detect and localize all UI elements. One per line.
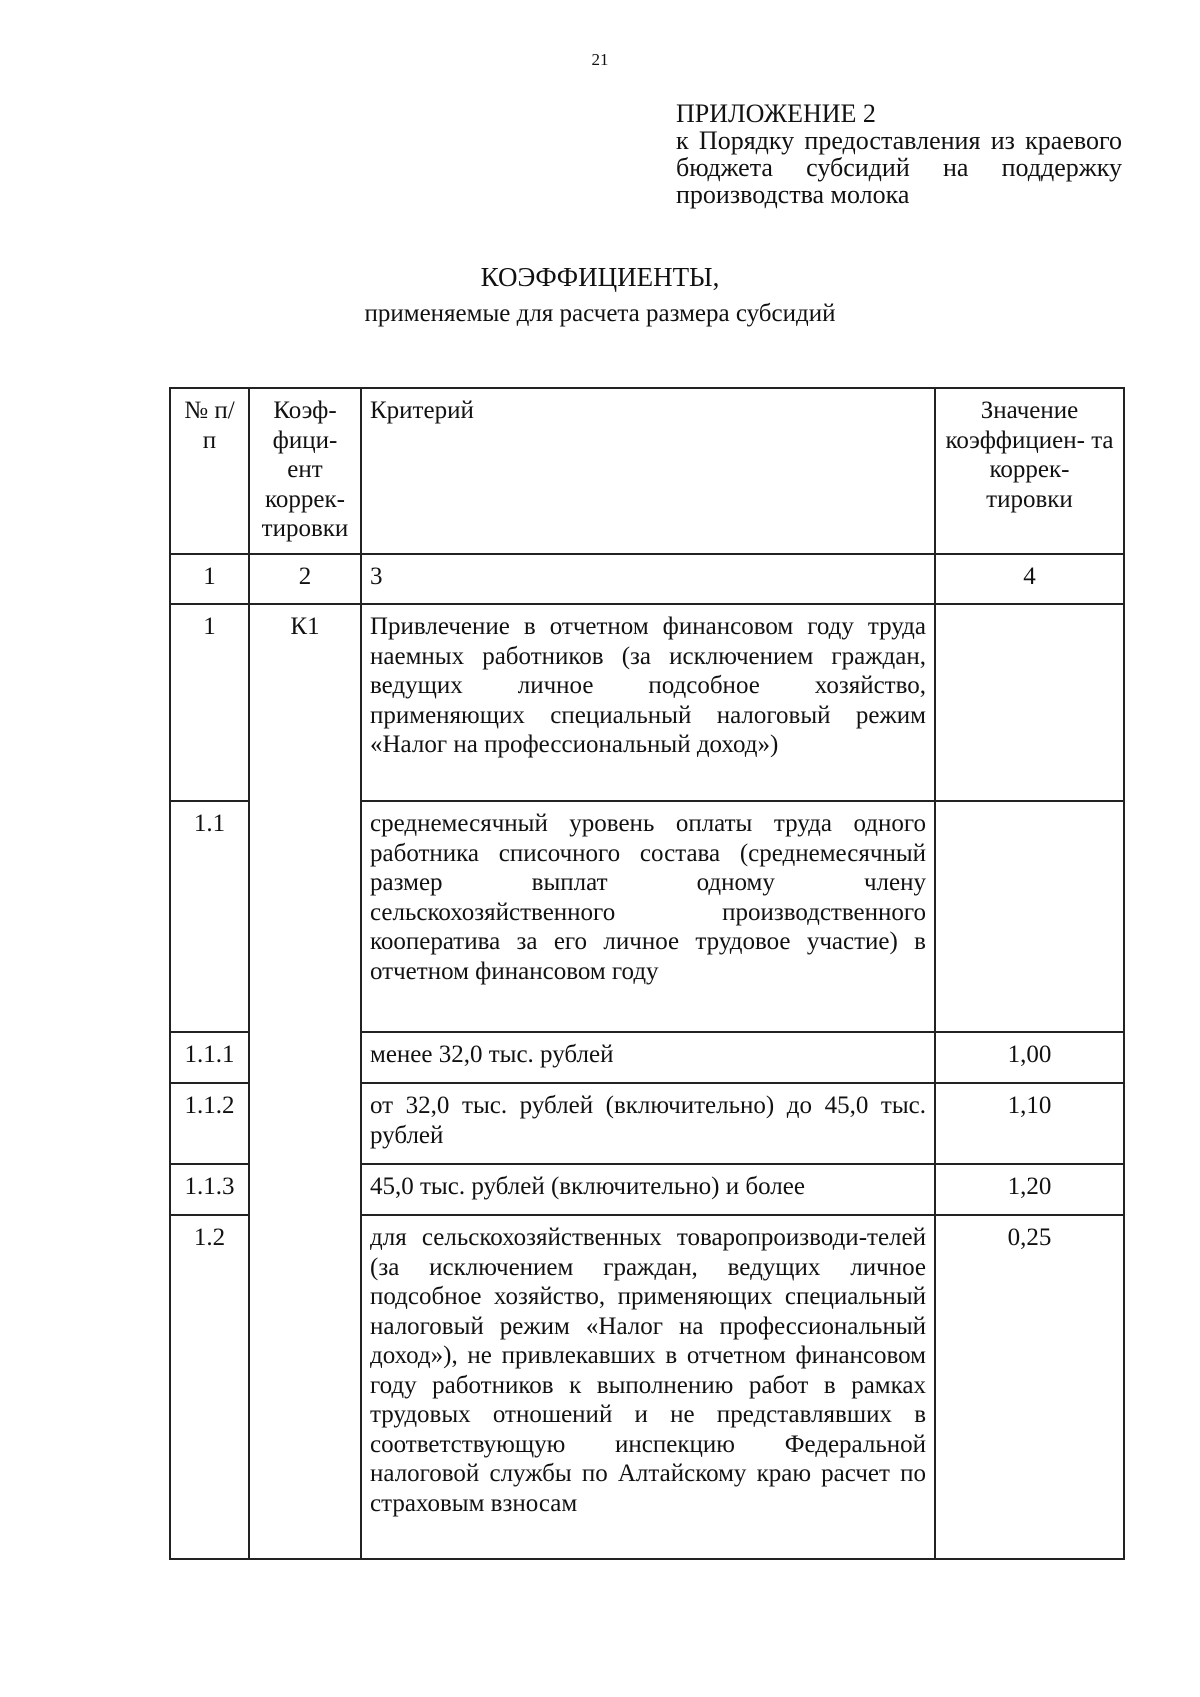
coefficient-value: 1,10 bbox=[935, 1083, 1124, 1164]
coefficients-table bbox=[169, 387, 1125, 1560]
table-header-row bbox=[170, 388, 1124, 554]
header-coefficient: Коэф- фици- ент коррек- тировки bbox=[249, 388, 361, 554]
appendix-title: ПРИЛОЖЕНИЕ 2 bbox=[676, 99, 876, 128]
row-number: 1.1.1 bbox=[170, 1032, 249, 1083]
appendix-subtitle: к Порядку предоставления из краевого бюджета субсидий на поддержку производства молока bbox=[676, 126, 1122, 209]
criterion-text: от 32,0 тыс. рублей (включительно) до 45,0 тыс. рублей bbox=[361, 1083, 935, 1164]
coefficient-value: 1,00 bbox=[935, 1032, 1124, 1083]
row-number: 1.1.2 bbox=[170, 1083, 249, 1164]
criterion-text: для сельскохозяйственных товаропроизводи-телей (за исключением граждан, ведущих личное подсобное хозяйство, применяющих специальный налоговый режим «Налог на профессиональный доход»), не привлекавших в отчетном финансовом году работников к выполнению работ в рамках трудовых отношений и не представлявших в соответствующую инспекцию Федеральной налоговой службы по Алтайскому краю расчет по страховым взносам bbox=[361, 1215, 935, 1559]
page-number: 21 bbox=[591, 50, 609, 69]
row-number: 1.1 bbox=[170, 801, 249, 1032]
criterion-text: среднемесячный уровень оплаты труда одного работника списочного состава (среднемесячный размер выплат одному члену сельскохозяйственного производственного кооператива за его личное трудовое участие) в отчетном финансовом году bbox=[361, 801, 935, 1032]
coefficient-code: К1 bbox=[249, 604, 361, 1559]
column-number: 3 bbox=[361, 554, 935, 604]
criterion-text: менее 32,0 тыс. рублей bbox=[361, 1032, 935, 1083]
coefficient-value bbox=[935, 801, 1124, 1032]
column-number: 2 bbox=[249, 554, 361, 604]
column-number: 4 bbox=[935, 554, 1124, 604]
row-number: 1.1.3 bbox=[170, 1164, 249, 1215]
row-number: 1 bbox=[170, 604, 249, 801]
coefficient-value: 0,25 bbox=[935, 1215, 1124, 1559]
coefficient-value: 1,20 bbox=[935, 1164, 1124, 1215]
header-number: № п/п bbox=[170, 388, 249, 554]
table-row bbox=[170, 604, 1124, 801]
document-title: КОЭФФИЦИЕНТЫ, bbox=[480, 262, 720, 292]
criterion-text: 45,0 тыс. рублей (включительно) и более bbox=[361, 1164, 935, 1215]
appendix-block bbox=[676, 100, 1122, 208]
coefficient-value bbox=[935, 604, 1124, 801]
column-numbers-row bbox=[170, 554, 1124, 604]
criterion-text: Привлечение в отчетном финансовом году труда наемных работников (за исключением граждан, ведущих личное подсобное хозяйство, применяющих специальный налоговый режим «Налог на профессиональный доход») bbox=[361, 604, 935, 801]
header-value: Значение коэффициен- та коррек- тировки bbox=[935, 388, 1124, 554]
header-criterion: Критерий bbox=[361, 388, 935, 554]
column-number: 1 bbox=[170, 554, 249, 604]
row-number: 1.2 bbox=[170, 1215, 249, 1559]
document-subtitle: применяемые для расчета размера субсидий bbox=[364, 300, 836, 327]
